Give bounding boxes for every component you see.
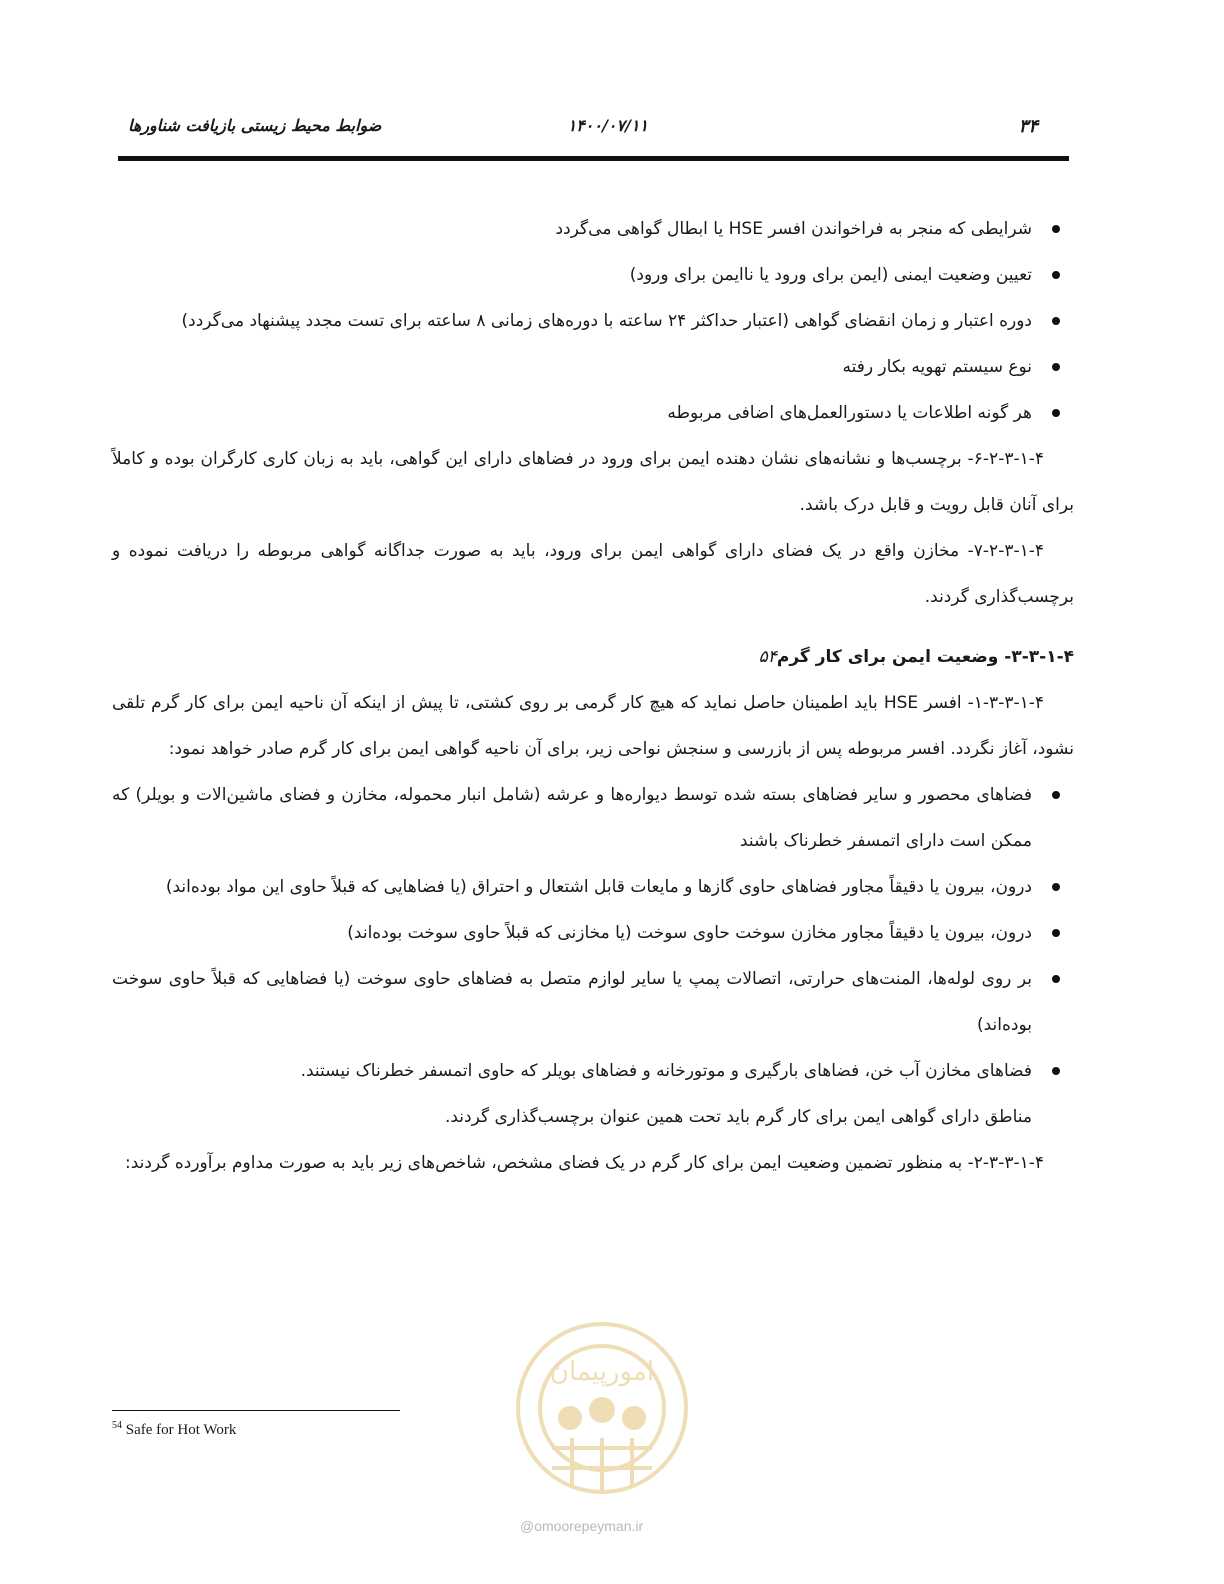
watermark-url: @omoorepeyman.ir [520, 1518, 644, 1534]
footnote-rule [112, 1410, 400, 1411]
bullet-list-certificate [112, 206, 1074, 436]
list-item: درون، بیرون یا دقیقاً مجاور مخازن سوخت حاوی سوخت (یا مخازنی که قبلاً حاوی سوخت بوده‌اند) [112, 910, 1032, 956]
document-body [112, 206, 1074, 1186]
footnote-text: Safe for Hot Work [125, 1422, 237, 1438]
list-item: شرایطی که منجر به فراخواندن افسر HSE یا ابطال گواهی می‌گردد [112, 206, 1032, 252]
list-item: بر روی لوله‌ها، المنت‌های حرارتی، اتصالات پمپ یا سایر لوازم متصل به فضاهای حاوی سوخت (یا فضاهایی که قبلاً حاوی سوخت بوده‌اند) [112, 956, 1032, 1048]
list-item: نوع سیستم تهویه بکار رفته [112, 344, 1032, 390]
list-item: هر گونه اطلاعات یا دستورالعمل‌های اضافی مربوطه [112, 390, 1032, 436]
paragraph-2: ۲-۳-۳-۱-۴- به منظور تضمین وضعیت ایمن برای کار گرم در یک فضای مشخص، شاخص‌های زیر باید به صورت مداوم برآورده گردند: [125, 1153, 1044, 1173]
header-date: ۱۴۰۰/۰۷/۱۱ [567, 116, 648, 135]
header-title: ضوابط محیط زیستی بازیافت شناورها [128, 116, 382, 135]
list-item: تعیین وضعیت ایمنی (ایمن برای ورود یا ناایمن برای ورود) [112, 252, 1032, 298]
watermark-logo-icon [512, 1318, 692, 1498]
watermark-logo-text: امورپیمان [549, 1357, 655, 1387]
bullet-list-hot-work [112, 772, 1074, 1094]
footnote-ref: ۵۴ [758, 647, 777, 667]
page-header [118, 112, 1068, 146]
page-number: ۳۴ [1018, 116, 1038, 137]
paragraph-1: ۱-۳-۳-۱-۴- افسر HSE باید اطمینان حاصل نماید که هیچ کار گرمی بر روی کشتی، تا پیش از اینکه آن ناحیه ایمن برای کار گرم تلقی نشود، آغاز نگردد. افسر مربوطه پس از بازرسی و سنجش نواحی زیر، برای آن ناحیه گواهی ایمن برای کار گرم صادر خواهد نمود: [112, 693, 1074, 759]
header-rule [118, 156, 1069, 161]
paragraph-6: ۶-۲-۳-۱-۴- برچسب‌ها و نشانه‌های نشان دهنده ایمن برای ورود در فضاهای دارای این گواهی، باید به زبان کاری کارگران بوده و کاملاً برای آنان قابل رویت و قابل درک باشد. [112, 449, 1074, 515]
paragraph-7: ۷-۲-۳-۱-۴- مخازن واقع در یک فضای دارای گواهی ایمن برای ورود، باید به صورت جداگانه گواهی مربوطه را دریافت نموده و برچسب‌گذاری گردند. [112, 541, 1074, 607]
section-heading: ۳-۳-۱-۴- وضعیت ایمن برای کار گرم۵۴ [758, 647, 1074, 667]
list-item: فضاهای مخازن آب خن، فضاهای بارگیری و موتورخانه و فضاهای بویلر که حاوی اتمسفر خطرناک نیستند. [112, 1048, 1032, 1094]
list-item: درون، بیرون یا دقیقاً مجاور فضاهای حاوی گازها و مایعات قابل اشتعال و احتراق (یا فضاهایی که قبلاً حاوی این مواد بوده‌اند) [112, 864, 1032, 910]
footnote [112, 1420, 236, 1439]
labeling-note: مناطق دارای گواهی ایمن برای کار گرم باید تحت همین عنوان برچسب‌گذاری گردند. [444, 1107, 1032, 1127]
list-item: دوره اعتبار و زمان انقضای گواهی (اعتبار حداکثر ۲۴ ساعته با دوره‌های زمانی ۸ ساعته برای تست مجدد پیشنهاد می‌گردد) [112, 298, 1032, 344]
footnote-number: 54 [112, 1420, 122, 1431]
list-item: فضاهای محصور و سایر فضاهای بسته شده توسط دیواره‌ها و عرشه (شامل انبار محموله، مخازن و فضای ماشین‌الات و بویلر) که ممکن است دارای اتمسفر خطرناک باشند [112, 772, 1032, 864]
